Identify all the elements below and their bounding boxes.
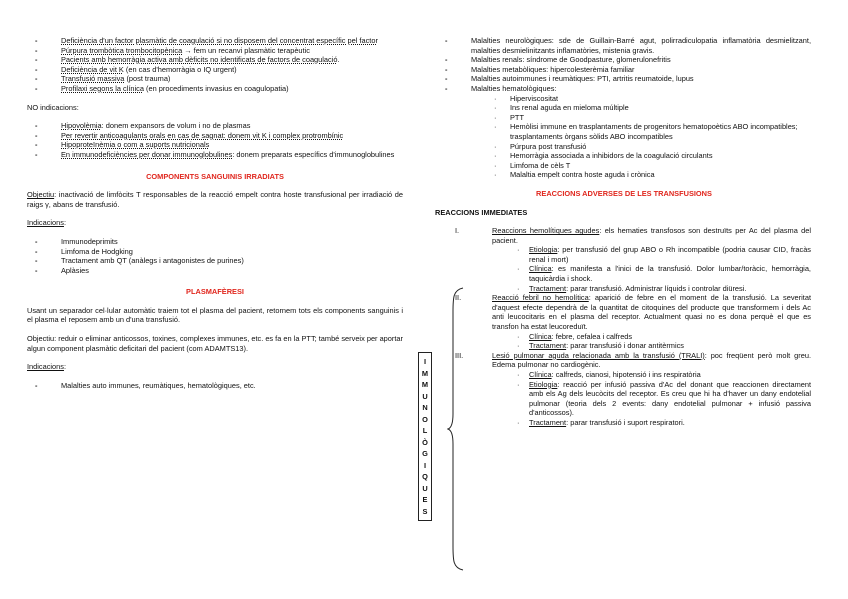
list-item: - Malalties metabòliques: hipercolesterèmia familiar (437, 65, 811, 75)
vertical-letter: N (422, 403, 428, 413)
list-item: - Malalties neurològiques: sde de Guillain-Barré agut, polirradiculopatia inflamatòria desmielitzant, malalties desmielinitzants inflamatòries, mistenia gravis. (437, 36, 811, 55)
immunological-vertical-label (418, 352, 432, 521)
list-item: · Etiologia: reacció per infusió passiva d'Ac del donant que reaccionen directament amb els Ag dels leucòcits del receptor. Es creu que hi ha d'haver un dany endotelial pulmonar (teoria dels 2 events: dany endotelial pulmonar + infusió passiva d'anticossos). (437, 380, 811, 418)
reaction-details (437, 370, 811, 428)
list-item: - Limfoma de Hodgking (27, 247, 403, 257)
plasmapheresis-objective: Objectiu: reduir o eliminar anticossos, toxines, complexes immunes, etc. es fa en la PTT; també serveix per aportar algun component plasmàtic deficitari del pacient (com ADAMTS13). (27, 334, 403, 353)
no-indications-label: NO indicacions: (27, 102, 79, 112)
vertical-letter: M (421, 368, 429, 378)
list-item: · Etiologia: per transfusió del grup ABO o Rh incompatible (podria causar CID, fracàs renal i mort) (437, 245, 811, 264)
right-column (437, 36, 811, 428)
vertical-letter: L (422, 426, 428, 436)
vertical-letter: U (422, 483, 428, 493)
list-item: - Malalties renals: síndrome de Goodpasture, glomerulonefritis (437, 55, 811, 65)
list-item: - Immunodeprimits (27, 237, 403, 247)
list-item: · Tractament: parar transfusió i suport respiratori. (437, 418, 811, 428)
list-item: - Hipoproteïnèmia o com a suports nutricionals (27, 140, 403, 150)
vertical-letter: Ò (422, 437, 428, 447)
reaction-details (437, 245, 811, 293)
vertical-letter: M (421, 380, 429, 390)
plasma-indications-list (27, 36, 403, 94)
irradiated-heading: COMPONENTS SANGUINIS IRRADIATS (146, 171, 284, 181)
reaction-number: III. (455, 350, 464, 360)
list-item: - Malalties autoimmunes i reumàtiques: PTI, artritis reumatoide, lupus (437, 74, 811, 84)
list-item: - Deficiència de vit K (en cas d'hemorràgia o IQ urgent) (27, 65, 403, 75)
plasmapheresis-diseases-list (437, 36, 811, 94)
vertical-letter: Q (422, 472, 428, 482)
list-item: · Clínica: calfreds, cianosi, hipotensió i ins respiratòria (437, 370, 811, 380)
irradiated-indications-label: Indicacions: (27, 218, 67, 228)
list-item: · Hiperviscositat (437, 94, 811, 104)
reaction-title: Reacció febril no hemolítica (492, 293, 589, 303)
list-item: · Ins renal aguda en mieloma múltiple (437, 103, 811, 113)
list-item: - Pacients amb hemorràgia activa amb dèficits no identificats de factors de coagulació. (27, 55, 403, 65)
plasmapheresis-heading: PLASMAFÈRESI (186, 287, 244, 297)
vertical-letter: E (422, 495, 428, 505)
list-item: · Tractament: parar transfusió. Administrar líquids i controlar diüresi. (437, 284, 811, 294)
vertical-letter: I (423, 357, 427, 367)
plasmapheresis-indications-list (27, 381, 403, 391)
list-item: - Malalties auto immunes, reumàtiques, hematològiques, etc. (27, 381, 403, 391)
vertical-letter: O (422, 414, 428, 424)
list-item: · Púrpura post transfusió (437, 142, 811, 152)
list-item: - Deficiència d'un factor plasmàtic de coagulació si no disposem del concentrat específic pel factor (27, 36, 403, 46)
plasmapheresis-text: Usant un separador cel·lular automàtic traiem tot el plasma del pacient, retornem tots els components sanguinis i el plasma el reposem amb un d'una transfusió. (27, 305, 403, 325)
list-item: - Tractament amb QT (anàlegs i antagonistes de purines) (27, 256, 403, 266)
irradiated-objective: Objectiu: inactivació de limfòcits T responsables de la reacció empelt contra hoste transfusional per irradiació de raigs γ, abans de transfusió. (27, 190, 403, 209)
list-item: - Transfusió massiva (post trauma) (27, 74, 403, 84)
reaction-number: I. (455, 226, 460, 236)
list-item: · Hemòlisi immune en trasplantaments de progenitors hematopoètics ABO incompatibles; trasplantaments òrgans sòlids ABO incompatibles (437, 122, 811, 141)
reaction-item: II. Reacció febril no hemolítica: aparició de febre en el moment de la transfusió. La severitat d'aquest efecte dependrà de la quantitat de citoquines del producte que transformem i dels Ac anti leucocitaris en el plasma del receptor. Actualment quasi no es dona perquè el que es transfon ha estat leucoreduït. (455, 293, 811, 332)
reaction-title: Reaccions hemolítiques agudes (492, 226, 600, 236)
list-item: · Hemorràgia associada a inhibidors de la coagulació circulants (437, 151, 811, 161)
irradiated-indications-list (27, 237, 403, 275)
vertical-letter: S (422, 506, 428, 516)
no-indications-list (27, 121, 403, 159)
list-item: · Clínica: febre, cefalea i calfreds (437, 332, 811, 342)
list-item: - Aplàsies (27, 266, 403, 276)
list-item: - Per revertir anticoagulants orals en cas de sagnat: donem vit K i complex protrombínic (27, 131, 403, 141)
adverse-reactions-heading: REACCIONS ADVERSES DE LES TRANSFUSIONS (536, 188, 712, 198)
list-item: - En immunodeficiències per donar immunoglobulines: donem preparats específics d'immunoglobulines (27, 150, 403, 160)
left-column (27, 36, 403, 390)
reaction-item: III. Lesió pulmonar aguda relacionada amb la transfusió (TRALI): poc freqüent però molt greu. Edema pulmonar no cardiogènic. (455, 350, 811, 370)
list-item: - Hipovolèmia: donem expansors de volum i no de plasmas (27, 121, 403, 131)
immediate-reactions-heading: REACCIONS IMMEDIATES (435, 207, 528, 217)
list-item: · Tractament: parar transfusió i donar antitèrmics (437, 341, 811, 351)
vertical-letter: G (422, 449, 428, 459)
list-item: · Malaltia empelt contra hoste aguda i crònica (437, 170, 811, 180)
list-item: · Clínica: es manifesta a l'inici de la transfusió. Dolor lumbar/toràcic, hemorràgia, taquicàrdia i shock. (437, 264, 811, 283)
list-item: - Púrpura trombòtica trombocitopènica → fem un recanvi plasmàtic terapèutic (27, 46, 403, 56)
list-item: · PTT (437, 113, 811, 123)
reaction-item: I. Reaccions hemolítiques agudes: els hematies transfosos son destruïts per Ac del plasma del pacient. (455, 226, 812, 245)
list-item: - Profilaxi segons la clínica (en procediments invasius en coagulopatia) (27, 84, 403, 94)
reaction-number: II. (455, 293, 462, 303)
hematologic-diseases-list (437, 94, 811, 180)
list-item: · Limfoma de cèls T (437, 161, 811, 171)
vertical-letter: I (423, 460, 427, 470)
reaction-title: Lesió pulmonar aguda relacionada amb la transfusió (TRALI) (492, 350, 705, 360)
vertical-letter: U (422, 391, 428, 401)
reaction-details (437, 332, 811, 351)
list-item: - Malalties hematològiques: (437, 84, 811, 94)
plasmapheresis-indications-label: Indicacions: (27, 362, 67, 372)
